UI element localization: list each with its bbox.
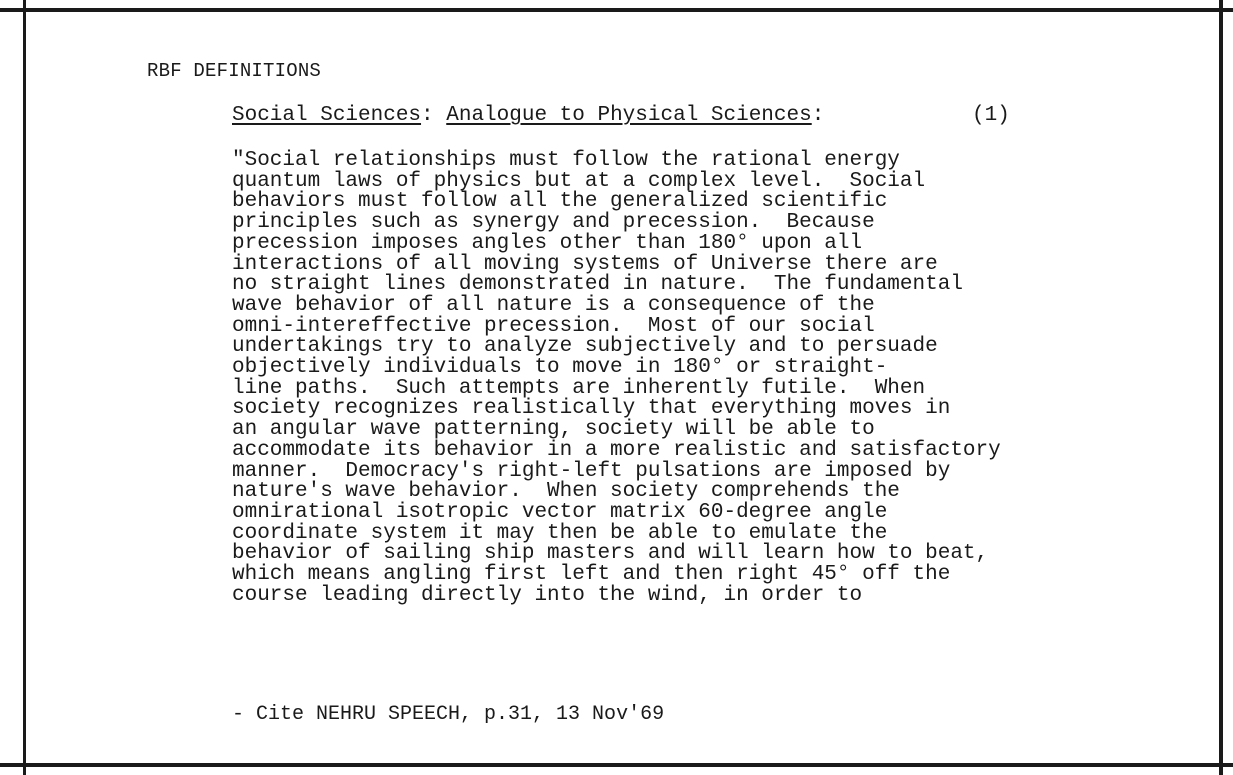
quotation-line: undertakings try to analyze subjectively and to persuade [232, 335, 938, 359]
quotation-line: precession imposes angles other than 180° upon all [232, 231, 863, 255]
quotation-line: manner. Democracy's right-left pulsations are imposed by [232, 459, 951, 483]
quotation-line: interactions of all moving systems of Universe there are [232, 252, 938, 276]
quotation-line: nature's wave behavior. When society comprehends the [232, 480, 900, 504]
subheading-topic: Social Sciences [232, 104, 422, 127]
quotation-line: course leading directly into the wind, in order to [232, 583, 863, 607]
quotation-line: wave behavior of all nature is a consequence of the [232, 293, 875, 317]
quotation-line: omni-intereffective precession. Most of our social [232, 314, 875, 338]
subheading-separator-1: : [421, 104, 447, 127]
quotation-line: principles such as synergy and precession. Because [232, 211, 875, 235]
card-border-left [23, 0, 26, 775]
quotation-body [232, 151, 1132, 606]
quotation-line: "Social relationships must follow the rational energy [232, 149, 900, 172]
quotation-line: an angular wave patterning, society will be able to [232, 418, 875, 442]
card-index-number: (1) [972, 104, 1010, 127]
card-heading: RBF DEFINITIONS [147, 60, 322, 82]
subheading-subtopic: Analogue to Physical Sciences [446, 104, 812, 127]
card-subheading [232, 104, 1010, 127]
quotation-line: omnirational isotropic vector matrix 60-degree angle [232, 500, 888, 524]
quotation-line: accommodate its behavior in a more realistic and satisfactory [232, 438, 1001, 462]
quotation-line: no straight lines demonstrated in nature. The fundamental [232, 273, 963, 297]
quotation-line: objectively individuals to move in 180° or straight- [232, 356, 888, 380]
quotation-line: which means angling first left and then right 45° off the [232, 563, 951, 587]
quotation-line: coordinate system it may then be able to emulate the [232, 521, 888, 545]
quotation-line: line paths. Such attempts are inherently futile. When [232, 376, 926, 400]
quotation-line: quantum laws of physics but at a complex level. Social [232, 169, 926, 193]
card-border-right [1219, 0, 1223, 775]
citation-line: - Cite NEHRU SPEECH, p.31, 13 Nov'69 [232, 703, 665, 726]
quotation-line: behaviors must follow all the generalized scientific [232, 190, 888, 214]
subheading-separator-2: : [811, 104, 825, 127]
quotation-line: behavior of sailing ship masters and will learn how to beat, [232, 542, 989, 566]
card-border-top [0, 8, 1233, 12]
card-border-bottom [0, 763, 1233, 767]
quotation-line: society recognizes realistically that everything moves in [232, 397, 951, 421]
